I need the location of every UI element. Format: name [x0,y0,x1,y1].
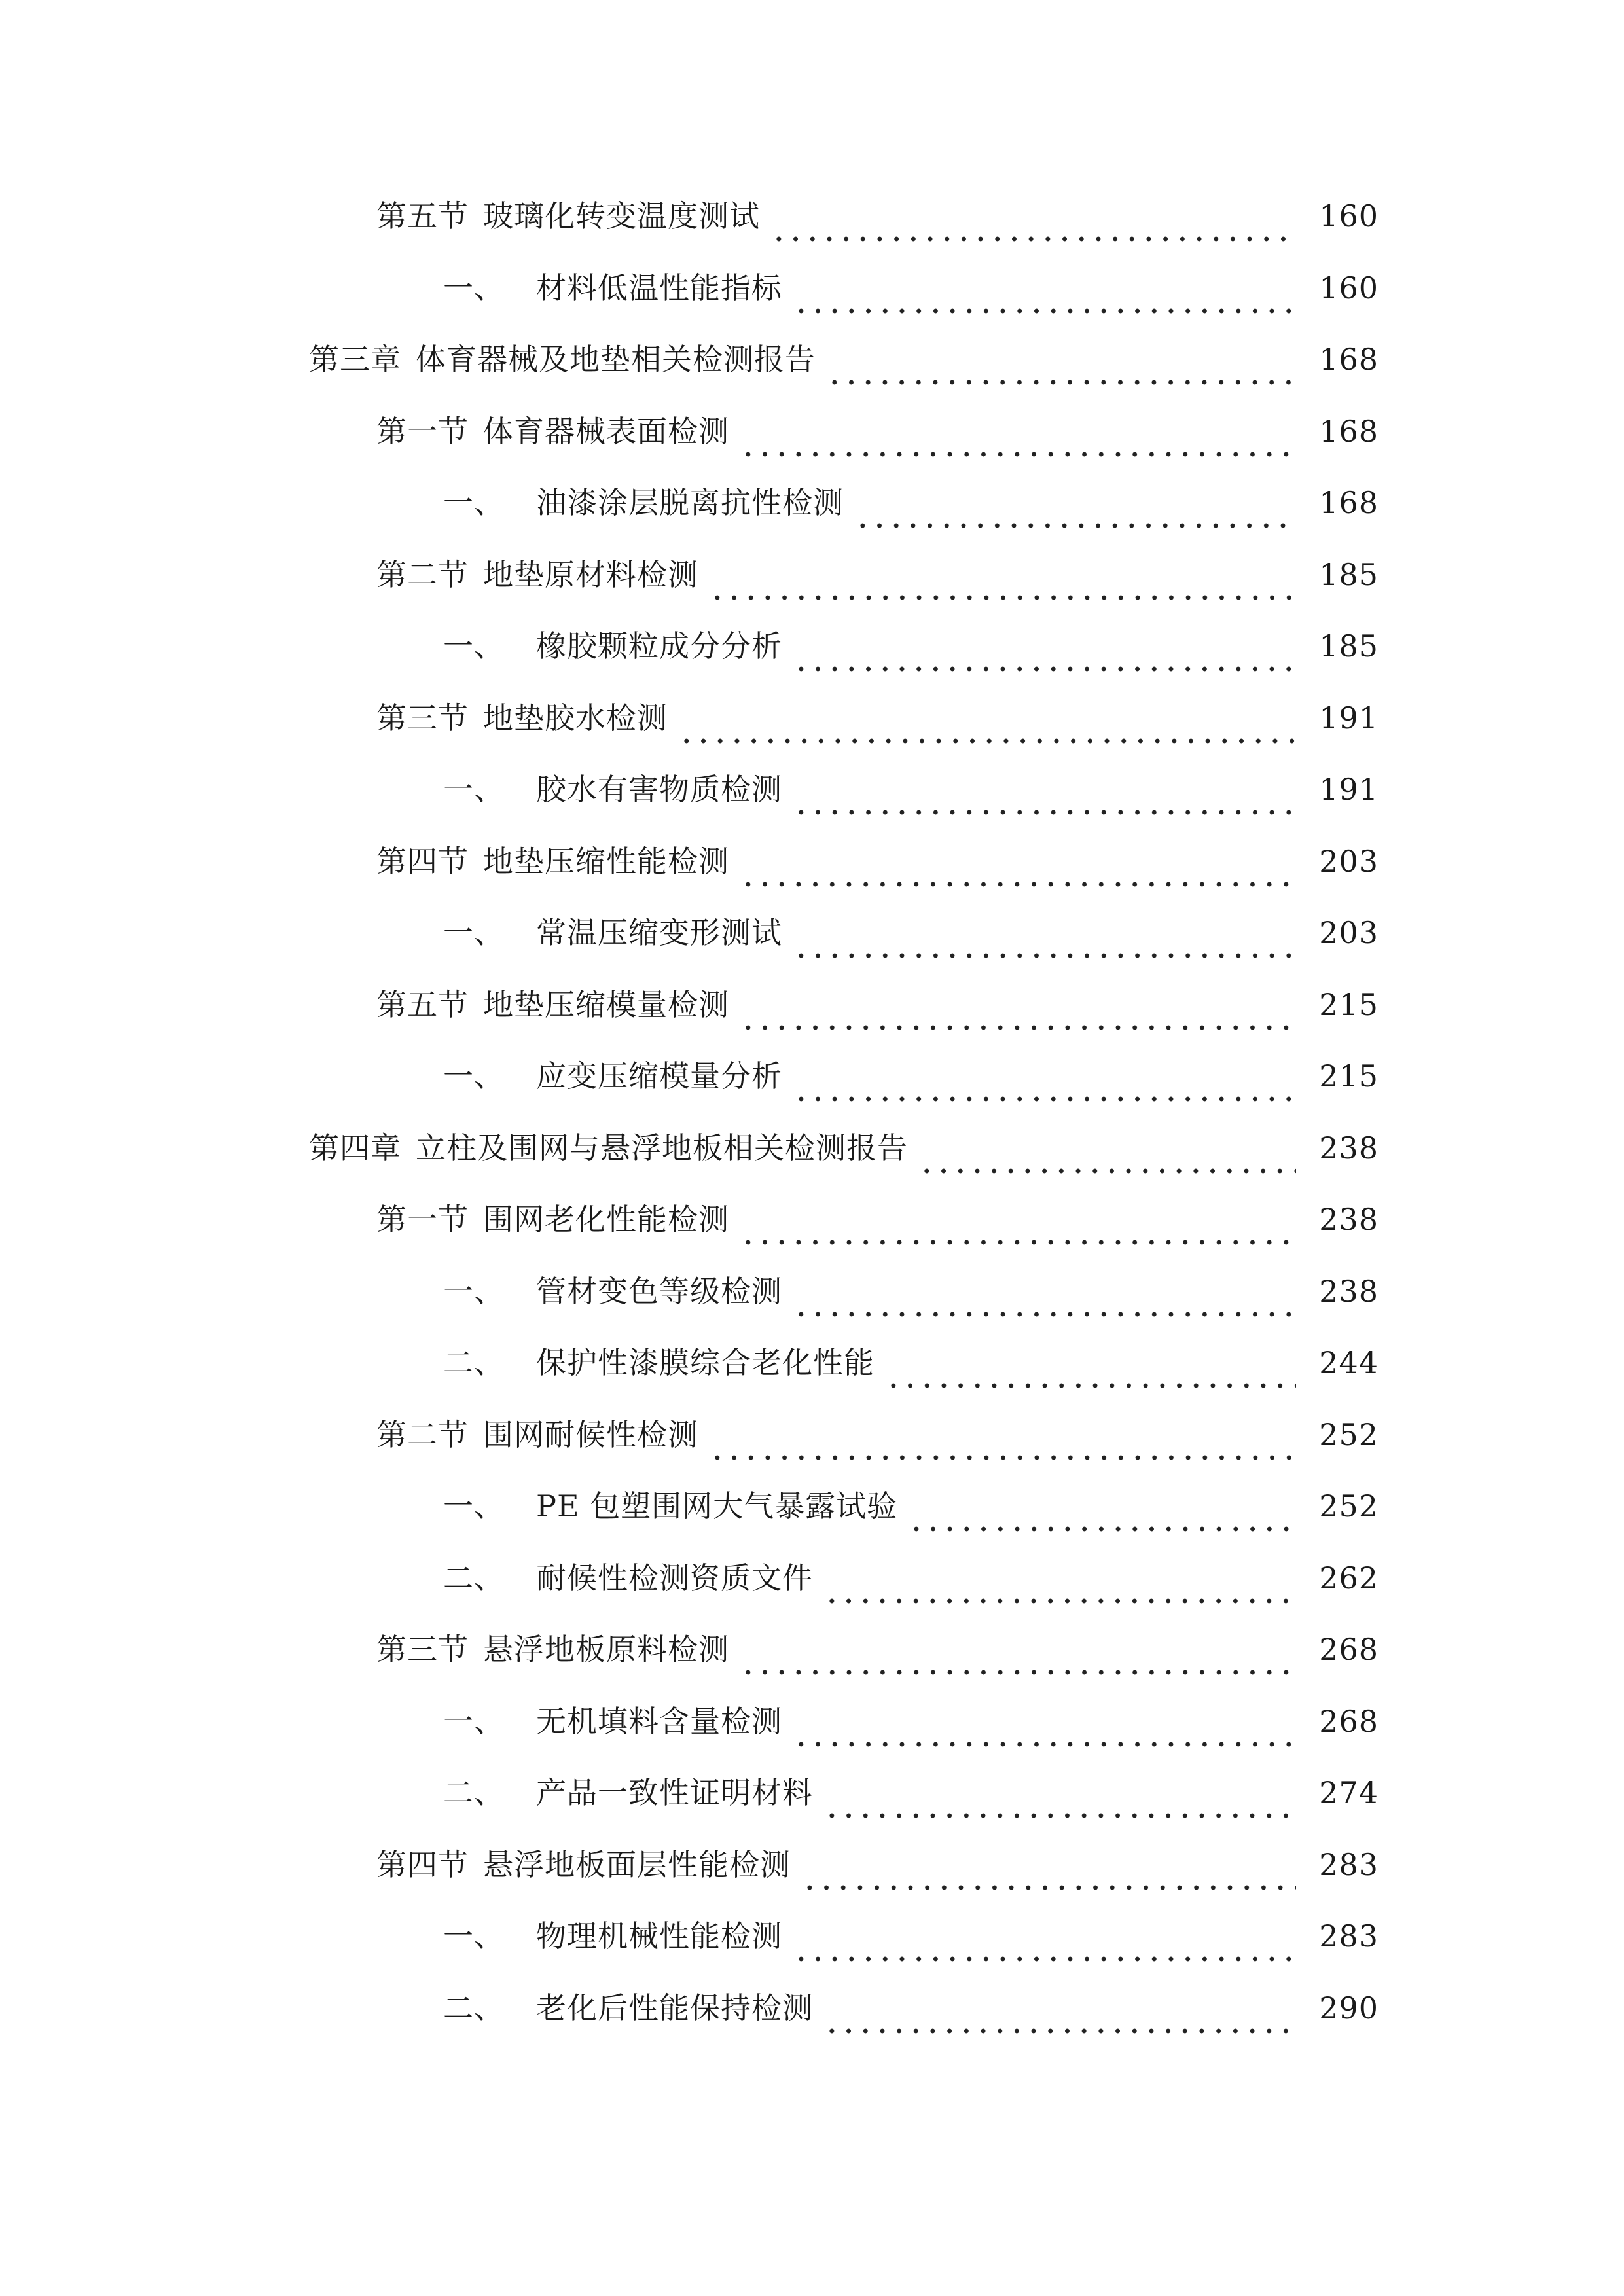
toc-entry-page: 290 [1319,1990,1379,2026]
toc-entry-page: 252 [1319,1417,1379,1452]
dot-leader [854,492,1296,529]
toc-entry-prefix: 第五节 [376,987,469,1022]
toc-entry-label [443,1767,813,1819]
dot-leader [770,206,1296,242]
toc-entry-label [376,1839,791,1891]
dot-leader [709,564,1296,601]
toc-entry-prefix: 一、 [443,1058,505,1094]
toc-entry-title: 油漆涂层脱离抗性检测 [536,485,844,520]
toc-entry-label [309,333,816,386]
toc-entry-page: 238 [1319,1130,1379,1166]
toc-entry-label [443,1910,782,1962]
toc-entry-prefix: 一、 [443,485,505,520]
toc-entry-title: 立柱及围网与悬浮地板相关检测报告 [416,1130,908,1166]
toc-entry-title: 玻璃化转变温度测试 [483,198,760,234]
toc-row [0,692,1624,757]
toc-entry-page: 160 [1319,198,1379,234]
toc-entry-item[interactable] [443,1336,1379,1389]
toc-row [0,262,1624,327]
dot-leader [793,1066,1296,1102]
toc-entry-label [376,548,698,601]
toc-entry-prefix: 二、 [443,1345,505,1380]
toc-entry-item[interactable] [443,1265,1379,1318]
toc-entry-label [376,978,729,1031]
toc-row [0,620,1624,685]
toc-row [0,978,1624,1044]
toc-entry-page: 268 [1319,1632,1379,1667]
toc-entry-label [376,835,729,888]
dot-leader [823,1782,1296,1819]
toc-entry-label [376,1623,729,1676]
toc-entry-prefix: 第一节 [376,414,469,449]
toc-entry-chapter[interactable] [309,333,1379,386]
toc-entry-title: 无机填料含量检测 [536,1704,782,1739]
toc-entry-page: 168 [1319,485,1379,520]
toc-entry-chapter[interactable] [309,1122,1379,1174]
toc-entry-page: 168 [1319,342,1379,377]
toc-entry-prefix: 二、 [443,1990,505,2026]
toc-entry-title: 材料低温性能指标 [536,270,782,306]
toc-row [0,333,1624,399]
toc-entry-prefix: 一、 [443,1918,505,1954]
toc-entry-label [443,906,782,959]
toc-entry-label [376,1408,698,1461]
toc-row [0,1982,1624,2047]
toc-entry-page: 191 [1319,700,1379,736]
toc-entry-section[interactable] [376,405,1379,457]
toc-entry-title: 悬浮地板原料检测 [483,1632,729,1667]
toc-entry-title: 地垫原材料检测 [483,557,698,592]
toc-entry-page: 252 [1319,1488,1379,1524]
toc-entry-prefix: 第四节 [376,1847,469,1882]
toc-entry-section[interactable] [376,190,1379,242]
toc-entry-page: 168 [1319,414,1379,449]
toc-entry-prefix: 第一节 [376,1202,469,1237]
toc-entry-prefix: 一、 [443,915,505,950]
toc-entry-title: 地垫胶水检测 [483,700,668,736]
toc-entry-page: 283 [1319,1847,1379,1882]
toc-entry-label [443,1265,782,1318]
toc-entry-label [376,692,668,744]
toc-entry-title: 应变压缩模量分析 [536,1058,782,1094]
toc-entry-item[interactable] [443,1982,1379,2034]
toc-entry-item[interactable] [443,262,1379,314]
toc-row [0,190,1624,255]
toc-row [0,1050,1624,1115]
dot-leader [793,779,1296,816]
toc-entry-page: 203 [1319,844,1379,879]
toc-entry-title: 常温压缩变形测试 [536,915,782,950]
toc-entry-page: 274 [1319,1775,1379,1810]
toc-entry-title: 地垫压缩性能检测 [483,844,729,879]
toc-entry-section[interactable] [376,1193,1379,1246]
toc-entry-section[interactable] [376,978,1379,1031]
toc-entry-title: 耐候性检测资质文件 [536,1560,813,1596]
toc-entry-label [443,1552,813,1604]
dot-leader [709,1424,1296,1461]
toc-entry-page: 215 [1319,1058,1379,1094]
toc-entry-label [376,405,729,457]
toc-row [0,1767,1624,1832]
dot-leader [918,1138,1296,1174]
dot-leader [740,1209,1296,1246]
toc-entry-title: 围网耐候性检测 [483,1417,698,1452]
dot-leader [908,1496,1296,1532]
toc-entry-title: 围网老化性能检测 [483,1202,729,1237]
toc-row [0,1408,1624,1474]
toc-entry-title: 地垫压缩模量检测 [483,987,729,1022]
toc-entry-item[interactable] [443,1695,1379,1748]
toc-entry-prefix: 一、 [443,772,505,807]
toc-entry-item[interactable] [443,1552,1379,1604]
toc-entry-section[interactable] [376,1408,1379,1461]
dot-leader [740,421,1296,457]
dot-leader [885,1352,1296,1389]
toc-entry-item[interactable] [443,1050,1379,1102]
toc-entry-prefix: 第二节 [376,557,469,592]
dot-leader [678,708,1296,744]
toc-entry-label [443,763,782,816]
dot-leader [793,1926,1296,1962]
toc-entry-label [443,262,782,314]
toc-entry-page: 160 [1319,270,1379,306]
toc-row [0,405,1624,471]
toc-entry-item[interactable] [443,906,1379,959]
toc-entry-item[interactable] [443,1910,1379,1962]
toc-entry-title: 胶水有害物质检测 [536,772,782,807]
toc-row [0,906,1624,972]
toc-row [0,1623,1624,1689]
toc-entry-label [443,1480,897,1532]
toc-entry-title: 体育器械及地垫相关检测报告 [416,342,816,377]
toc-entry-label [443,1982,813,2034]
toc-entry-label [443,476,844,529]
table-of-contents [0,190,1624,2049]
toc-entry-prefix: 一、 [443,270,505,306]
toc-entry-title: PE 包塑围网大气暴露试验 [536,1488,898,1524]
toc-entry-title: 管材变色等级检测 [536,1274,782,1309]
toc-entry-prefix: 第三节 [376,700,469,736]
toc-entry-section[interactable] [376,1839,1379,1891]
toc-entry-item[interactable] [443,763,1379,816]
toc-entry-title: 体育器械表面检测 [483,414,729,449]
toc-entry-title: 保护性漆膜综合老化性能 [536,1345,875,1380]
toc-entry-page: 238 [1319,1202,1379,1237]
toc-entry-item[interactable] [443,476,1379,529]
toc-entry-prefix: 第三章 [309,342,401,377]
dot-leader [793,1711,1296,1748]
toc-row [0,1336,1624,1402]
toc-entry-page: 215 [1319,987,1379,1022]
dot-leader [801,1854,1296,1891]
toc-entry-prefix: 二、 [443,1775,505,1810]
toc-row [0,1552,1624,1617]
toc-entry-label [309,1122,908,1174]
toc-row [0,1695,1624,1761]
toc-entry-item[interactable] [443,620,1379,672]
dot-leader [793,636,1296,672]
toc-entry-prefix: 一、 [443,1704,505,1739]
toc-entry-page: 262 [1319,1560,1379,1596]
dot-leader [793,1281,1296,1318]
toc-row [0,1480,1624,1545]
toc-entry-title: 悬浮地板面层性能检测 [483,1847,791,1882]
dot-leader [793,278,1296,314]
toc-entry-page: 244 [1319,1345,1379,1380]
toc-row [0,1910,1624,1975]
toc-row [0,1122,1624,1187]
toc-entry-label [443,1336,875,1389]
dot-leader [823,1568,1296,1604]
dot-leader [823,1998,1296,2034]
dot-leader [740,994,1296,1031]
dot-leader [793,922,1296,959]
toc-entry-label [443,1695,782,1748]
toc-entry-prefix: 第五节 [376,198,469,234]
toc-row [0,476,1624,542]
toc-entry-prefix: 第四章 [309,1130,401,1166]
toc-entry-section[interactable] [376,692,1379,744]
toc-entry-label [376,1193,729,1246]
toc-entry-label [443,620,782,672]
toc-entry-title: 产品一致性证明材料 [536,1775,813,1810]
toc-row [0,835,1624,901]
toc-entry-prefix: 一、 [443,628,505,664]
toc-entry-page: 238 [1319,1274,1379,1309]
toc-entry-title: 物理机械性能检测 [536,1918,782,1954]
toc-entry-title: 老化后性能保持检测 [536,1990,813,2026]
toc-entry-item[interactable] [443,1767,1379,1819]
dot-leader [826,349,1296,386]
toc-entry-prefix: 一、 [443,1274,505,1309]
toc-entry-section[interactable] [376,1623,1379,1676]
toc-entry-section[interactable] [376,548,1379,601]
toc-row [0,548,1624,614]
toc-row [0,1265,1624,1331]
toc-entry-label [443,1050,782,1102]
toc-entry-section[interactable] [376,835,1379,888]
toc-row [0,1839,1624,1904]
toc-entry-item[interactable] [443,1480,1379,1532]
toc-row [0,763,1624,829]
toc-entry-prefix: 第四节 [376,844,469,879]
toc-entry-page: 191 [1319,772,1379,807]
toc-entry-label [376,190,760,242]
toc-entry-page: 185 [1319,557,1379,592]
toc-entry-page: 283 [1319,1918,1379,1954]
toc-entry-page: 268 [1319,1704,1379,1739]
dot-leader [740,1639,1296,1676]
dot-leader [740,851,1296,888]
toc-entry-prefix: 第三节 [376,1632,469,1667]
toc-row [0,1193,1624,1259]
toc-entry-prefix: 第二节 [376,1417,469,1452]
toc-entry-page: 185 [1319,628,1379,664]
toc-entry-page: 203 [1319,915,1379,950]
toc-entry-prefix: 一、 [443,1488,505,1524]
toc-entry-title: 橡胶颗粒成分分析 [536,628,782,664]
toc-entry-prefix: 二、 [443,1560,505,1596]
